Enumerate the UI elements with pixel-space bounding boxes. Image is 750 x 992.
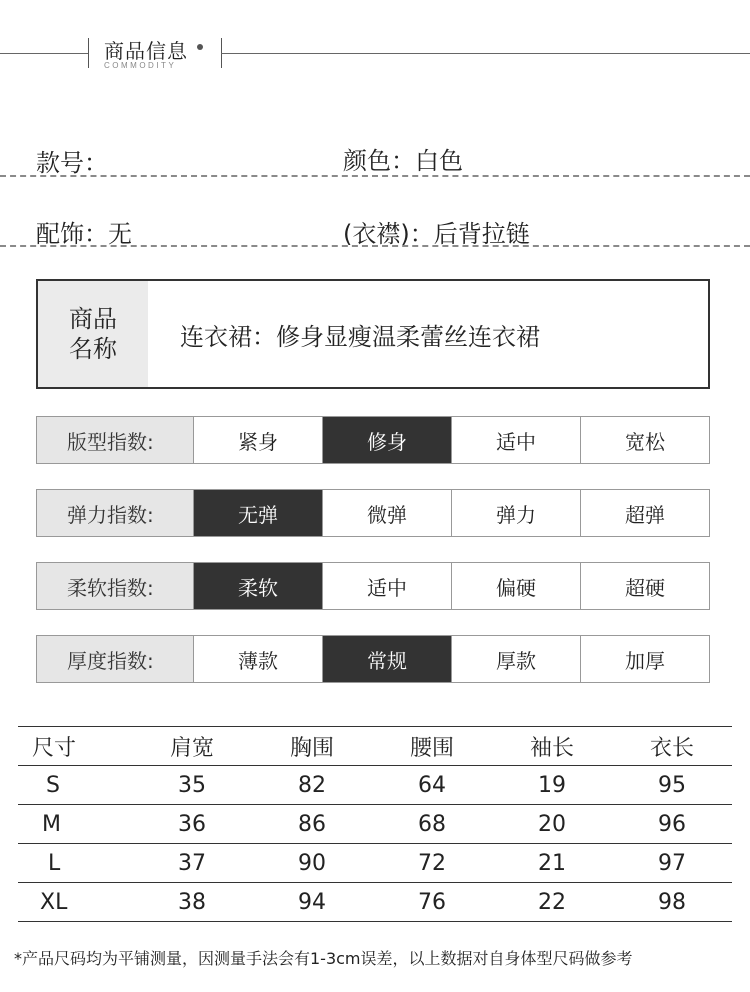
index-option: 超弹 <box>580 490 709 536</box>
softness-index-row <box>36 562 710 610</box>
measurement-note: *产品尺码均为平铺测量，因测量手法会有1-3cm误差，以上数据对自身体型尺码做参考 <box>14 949 633 968</box>
index-option: 薄款 <box>193 636 322 682</box>
header-line-right <box>221 53 750 54</box>
table-row <box>18 844 732 883</box>
header-line-left <box>0 53 88 54</box>
index-option: 宽松 <box>580 417 709 463</box>
column-header: 胸围 <box>252 727 372 766</box>
section-subtitle: COMMODITY <box>104 61 177 70</box>
table-cell: 64 <box>372 766 492 805</box>
dashed-divider <box>0 245 750 247</box>
table-cell: 94 <box>252 883 372 922</box>
elasticity-index-row <box>36 489 710 537</box>
table-cell: 35 <box>132 766 252 805</box>
index-option-selected: 柔软 <box>193 563 322 609</box>
index-label: 弹力指数: <box>37 490 193 536</box>
table-cell: 86 <box>252 805 372 844</box>
index-option: 弹力 <box>451 490 580 536</box>
index-label: 版型指数: <box>37 417 193 463</box>
section-title: 商品信息 <box>104 39 188 63</box>
table-cell: 96 <box>612 805 732 844</box>
index-option: 适中 <box>451 417 580 463</box>
table-cell: 68 <box>372 805 492 844</box>
index-option: 加厚 <box>580 636 709 682</box>
table-header-row <box>18 727 732 766</box>
index-option: 偏硬 <box>451 563 580 609</box>
table-cell: 98 <box>612 883 732 922</box>
table-cell: 97 <box>612 844 732 883</box>
index-option-selected: 常规 <box>322 636 451 682</box>
product-name: 连衣裙：修身显瘦温柔蕾丝连衣裙 <box>180 322 540 351</box>
index-label: 厚度指数: <box>37 636 193 682</box>
closure-info: (衣襟)：后背拉链 <box>343 220 530 248</box>
table-cell: 95 <box>612 766 732 805</box>
index-option-selected: 修身 <box>322 417 451 463</box>
table-cell: 76 <box>372 883 492 922</box>
table-cell: 21 <box>492 844 612 883</box>
column-header: 尺寸 <box>18 727 132 766</box>
size-table <box>18 726 732 922</box>
bullet-icon <box>197 44 203 50</box>
product-name-label <box>38 281 148 387</box>
thickness-index-row <box>36 635 710 683</box>
accessory-info: 配饰：无 <box>36 220 132 248</box>
column-header: 肩宽 <box>132 727 252 766</box>
table-cell: 82 <box>252 766 372 805</box>
column-header: 衣长 <box>612 727 732 766</box>
label-line: 名称 <box>69 335 117 363</box>
index-label: 柔软指数: <box>37 563 193 609</box>
table-cell: 37 <box>132 844 252 883</box>
table-cell: S <box>18 766 132 805</box>
table-cell: M <box>18 805 132 844</box>
table-cell: 90 <box>252 844 372 883</box>
header-divider-left <box>88 38 89 68</box>
table-cell: 22 <box>492 883 612 922</box>
color-info: 颜色：白色 <box>343 147 463 175</box>
table-cell: 20 <box>492 805 612 844</box>
index-option: 紧身 <box>193 417 322 463</box>
column-header: 袖长 <box>492 727 612 766</box>
index-option: 超硬 <box>580 563 709 609</box>
table-cell: 19 <box>492 766 612 805</box>
table-cell: 36 <box>132 805 252 844</box>
index-option-selected: 无弹 <box>193 490 322 536</box>
table-cell: 38 <box>132 883 252 922</box>
column-header: 腰围 <box>372 727 492 766</box>
dashed-divider <box>0 175 750 177</box>
table-cell: 72 <box>372 844 492 883</box>
table-cell: XL <box>18 883 132 922</box>
index-option: 微弹 <box>322 490 451 536</box>
product-name-box <box>36 279 710 389</box>
table-row <box>18 805 732 844</box>
label-line: 商品 <box>69 305 117 333</box>
style-number: 款号： <box>36 149 108 177</box>
fit-index-row <box>36 416 710 464</box>
index-option: 适中 <box>322 563 451 609</box>
table-row <box>18 883 732 922</box>
index-option: 厚款 <box>451 636 580 682</box>
table-row <box>18 766 732 805</box>
table-cell: L <box>18 844 132 883</box>
